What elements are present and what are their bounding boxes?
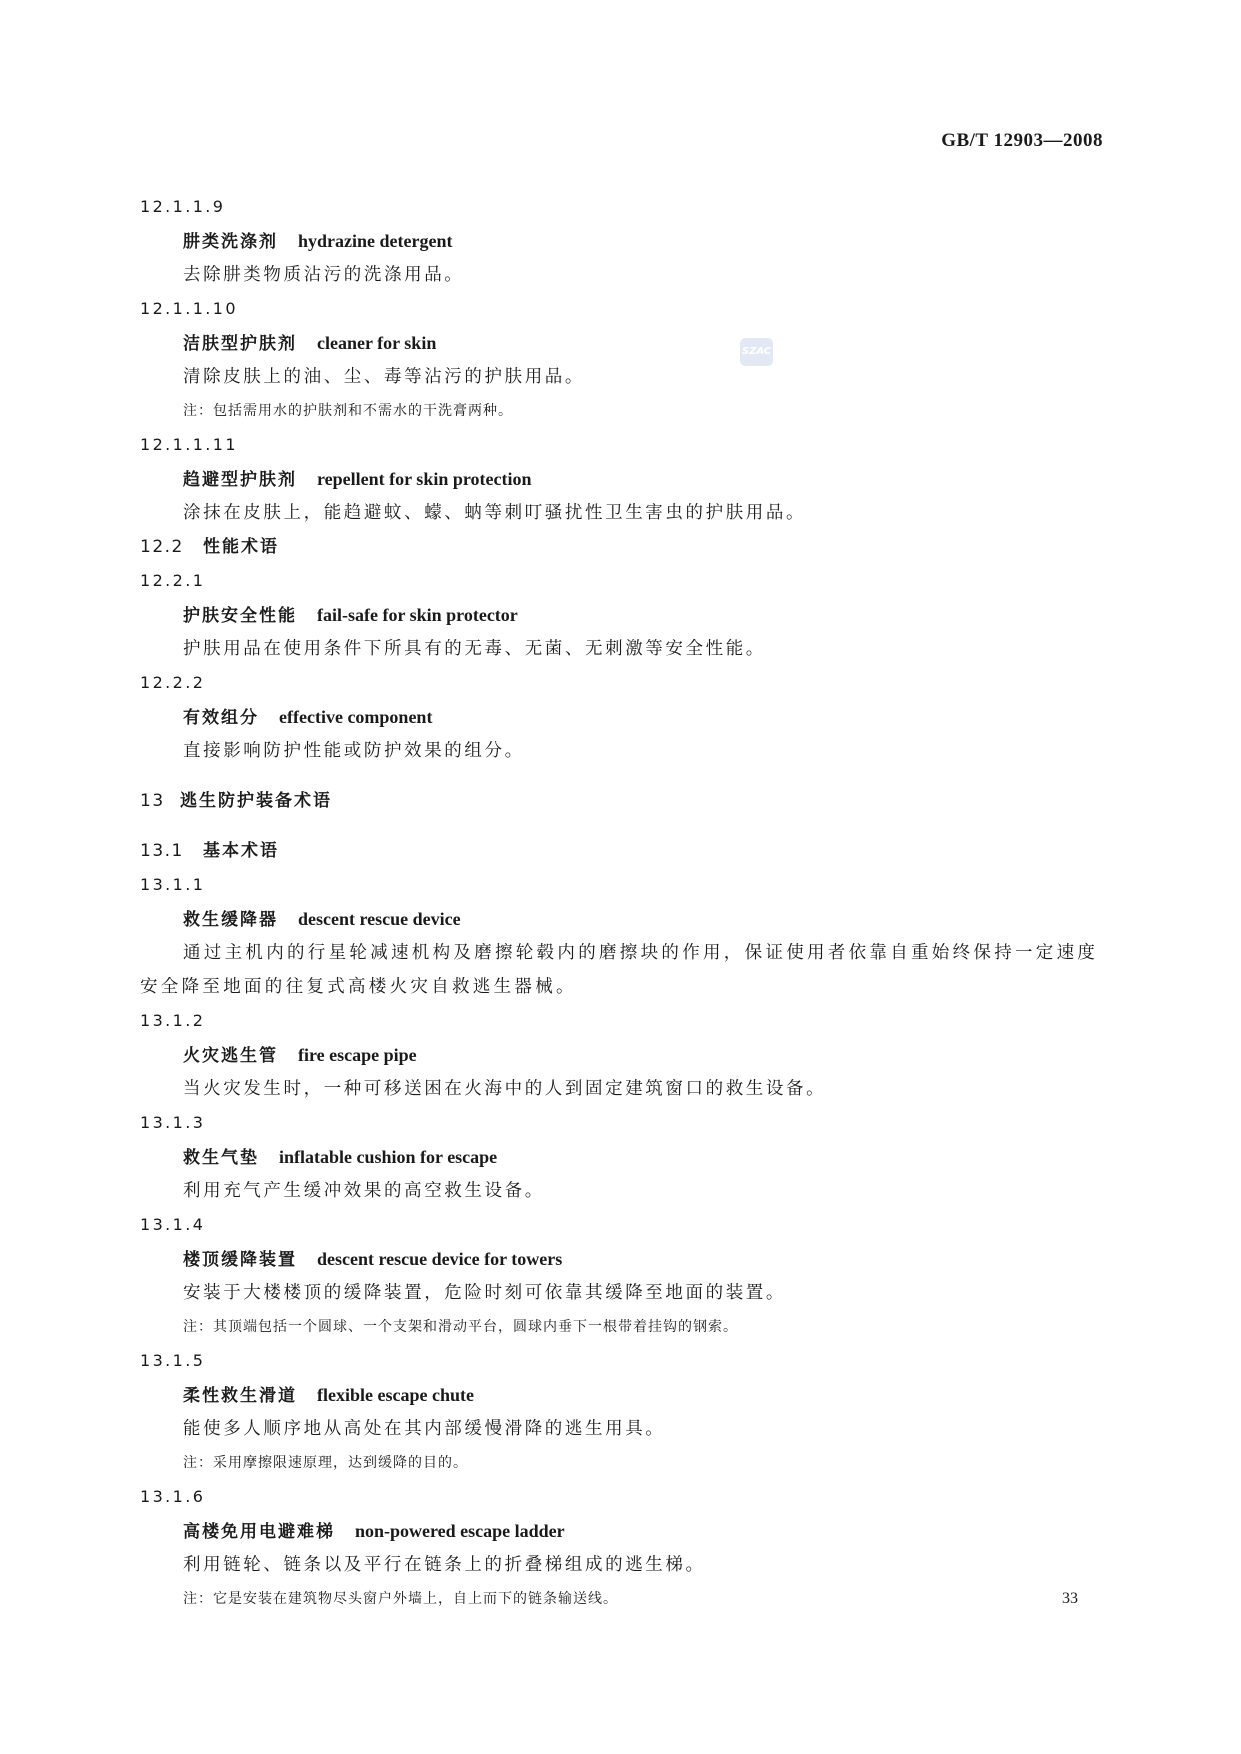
term-definition: 直接影响防护性能或防护效果的组分。	[183, 741, 525, 761]
term-zh: 肼类洗涤剂	[183, 232, 278, 252]
section-number: 13.1	[140, 841, 184, 861]
term-definition: 去除肼类物质沾污的洗涤用品。	[183, 265, 465, 285]
section-title: 基本术语	[203, 841, 279, 861]
page-number: 33	[1062, 1590, 1078, 1607]
clause-number: 12.1.1.9	[140, 197, 226, 216]
term-zh: 趋避型护肤剂	[183, 470, 297, 490]
term-zh: 柔性救生滑道	[183, 1386, 297, 1406]
term-line	[183, 1140, 1100, 1174]
term-note: 注：采用摩擦限速原理，达到缓降的目的。	[183, 1455, 468, 1471]
clause-number: 13.1.3	[140, 1113, 206, 1132]
term-zh: 救生气垫	[183, 1148, 259, 1168]
term-line	[183, 700, 1100, 734]
term-definition: 当火灾发生时，一种可移送困在火海中的人到固定建筑窗口的救生设备。	[183, 1079, 827, 1099]
clause-number: 12.1.1.10	[140, 299, 238, 318]
section-heading	[140, 530, 1100, 564]
term-note: 注：其顶端包括一个圆球、一个支架和滑动平台，圆球内垂下一根带着挂钩的钢索。	[183, 1319, 738, 1335]
term-en: effective component	[279, 707, 433, 727]
clause-number: 13.1.2	[140, 1011, 206, 1030]
clause-number: 12.2.1	[140, 571, 206, 590]
term-definition: 涂抹在皮肤上，能趋避蚊、蠓、蚋等刺叮骚扰性卫生害虫的护肤用品。	[183, 503, 807, 523]
term-line	[183, 224, 1100, 258]
clause-number: 13.1.4	[140, 1215, 206, 1234]
term-line	[183, 1514, 1100, 1548]
term-line	[183, 598, 1100, 632]
term-zh: 楼顶缓降装置	[183, 1250, 297, 1270]
clause-number: 13.1.1	[140, 875, 206, 894]
standard-code-header: GB/T 12903—2008	[941, 130, 1103, 151]
term-en: descent rescue device	[298, 909, 461, 929]
term-en: descent rescue device for towers	[317, 1249, 563, 1269]
term-line	[183, 462, 1100, 496]
clause-number: 12.2.2	[140, 673, 206, 692]
section-title: 性能术语	[203, 537, 279, 557]
term-definition: 通过主机内的行星轮减速机构及磨擦轮毂内的磨擦块的作用，保证使用者依靠自重始终保持一定速度安全降至地面的往复式高楼火灾自救逃生器械。	[140, 943, 1099, 997]
clause-number: 12.1.1.11	[140, 435, 238, 454]
term-zh: 护肤安全性能	[183, 606, 297, 626]
term-en: fail-safe for skin protector	[317, 605, 518, 625]
term-en: flexible escape chute	[317, 1385, 474, 1405]
term-en: inflatable cushion for escape	[279, 1147, 498, 1167]
term-line	[183, 1242, 1100, 1276]
term-en: repellent for skin protection	[317, 469, 532, 489]
term-zh: 高楼免用电避难梯	[183, 1522, 335, 1542]
term-zh: 救生缓降器	[183, 910, 278, 930]
chapter-number: 13	[140, 791, 165, 811]
term-en: cleaner for skin	[317, 333, 437, 353]
term-zh: 洁肤型护肤剂	[183, 334, 297, 354]
term-definition: 护肤用品在使用条件下所具有的无毒、无菌、无刺激等安全性能。	[183, 639, 766, 659]
term-en: non-powered escape ladder	[355, 1521, 565, 1541]
term-definition: 利用链轮、链条以及平行在链条上的折叠梯组成的逃生梯。	[183, 1555, 706, 1575]
term-definition: 利用充气产生缓冲效果的高空救生设备。	[183, 1181, 545, 1201]
term-definition: 清除皮肤上的油、尘、毒等沾污的护肤用品。	[183, 367, 585, 387]
term-en: hydrazine detergent	[298, 231, 453, 251]
section-heading	[140, 834, 1100, 868]
section-number: 12.2	[140, 537, 184, 557]
term-line	[183, 1378, 1100, 1412]
term-zh: 火灾逃生管	[183, 1046, 278, 1066]
clause-number: 13.1.5	[140, 1351, 206, 1370]
term-line	[183, 326, 1100, 360]
szac-watermark: SZAC	[740, 338, 773, 366]
document-body	[140, 190, 1100, 1616]
term-line	[183, 902, 1100, 936]
term-definition: 能使多人顺序地从高处在其内部缓慢滑降的逃生用具。	[183, 1419, 666, 1439]
clause-number: 13.1.6	[140, 1487, 206, 1506]
term-zh: 有效组分	[183, 708, 259, 728]
chapter-title: 逃生防护装备术语	[180, 791, 332, 811]
term-note: 注：包括需用水的护肤剂和不需水的干洗膏两种。	[183, 403, 513, 419]
term-line	[183, 1038, 1100, 1072]
term-definition: 安装于大楼楼顶的缓降装置，危险时刻可依靠其缓降至地面的装置。	[183, 1283, 786, 1303]
term-en: fire escape pipe	[298, 1045, 417, 1065]
chapter-heading	[140, 784, 1100, 818]
term-note: 注：它是安装在建筑物尽头窗户外墙上，自上而下的链条输送线。	[183, 1591, 618, 1607]
